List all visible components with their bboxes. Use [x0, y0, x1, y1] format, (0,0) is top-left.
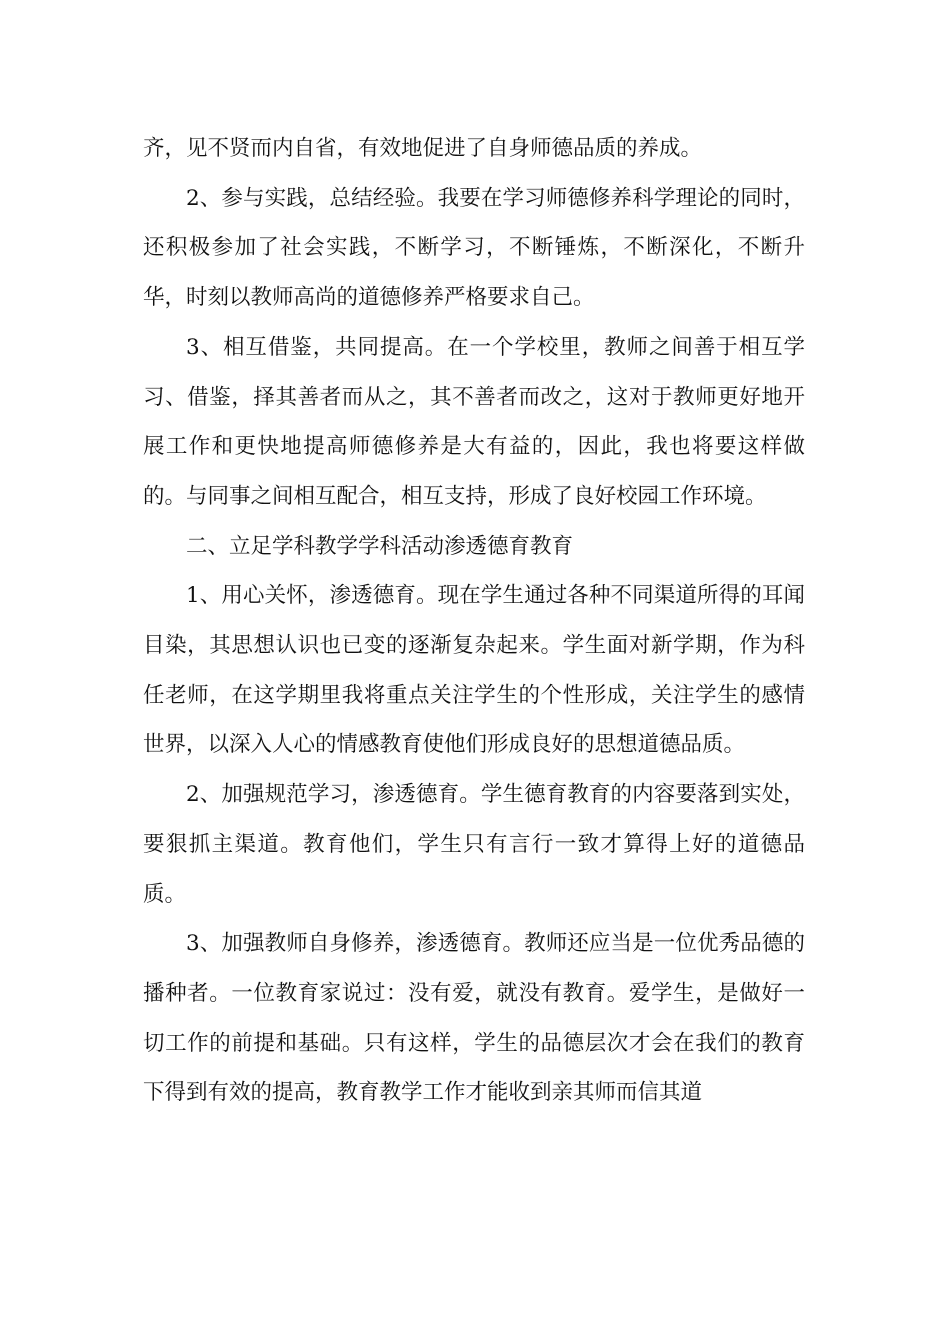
paragraph-continuation: 齐，见不贤而内自省，有效地促进了自身师德品质的养成。	[143, 136, 703, 161]
paragraph-caring: 1、用心关怀，渗透德育。现在学生通过各种不同渠道所得的耳闻目染，其思想认识也已变的逐渐复杂起来。学生面对新学期，作为科任老师，在这学期里我将重点关注学生的个性形成，关注学生的感情世界，以深入人心的情感教育使他们形成良好的思想道德品质。	[143, 583, 805, 758]
paragraph-teacher-cultivation: 3、加强教师自身修养，渗透德育。教师还应当是一位优秀品德的播种者。一位教育家说过：没有爱，就没有教育。爱学生，是做好一切工作的前提和基础。只有这样，学生的品德层次才会在我们的教育下得到有效的提高，教育教学工作才能收到亲其师而信其道	[143, 931, 805, 1106]
paragraph-practice-experience: 2、参与实践，总结经验。我要在学习师德修养科学理论的同时，还积极参加了社会实践，不断学习，不断锤炼，不断深化，不断升华，时刻以教师高尚的道德修养严格要求自己。	[143, 185, 805, 311]
paragraph-norms-study: 2、加强规范学习，渗透德育。学生德育教育的内容要落到实处，要狠抓主渠道。教育他们，学生只有言行一致才算得上好的道德品质。	[143, 782, 805, 907]
document-body	[143, 124, 805, 1118]
paragraph-mutual-learning: 3、相互借鉴，共同提高。在一个学校里，教师之间善于相互学习、借鉴，择其善者而从之，其不善者而改之，这对于教师更好地开展工作和更快地提高师德修养是大有益的，因此，我也将要这样做的。与同事之间相互配合，相互支持，形成了良好校园工作环境。	[143, 334, 805, 509]
section-heading: 二、立足学科教学学科活动渗透德育教育	[186, 533, 574, 559]
